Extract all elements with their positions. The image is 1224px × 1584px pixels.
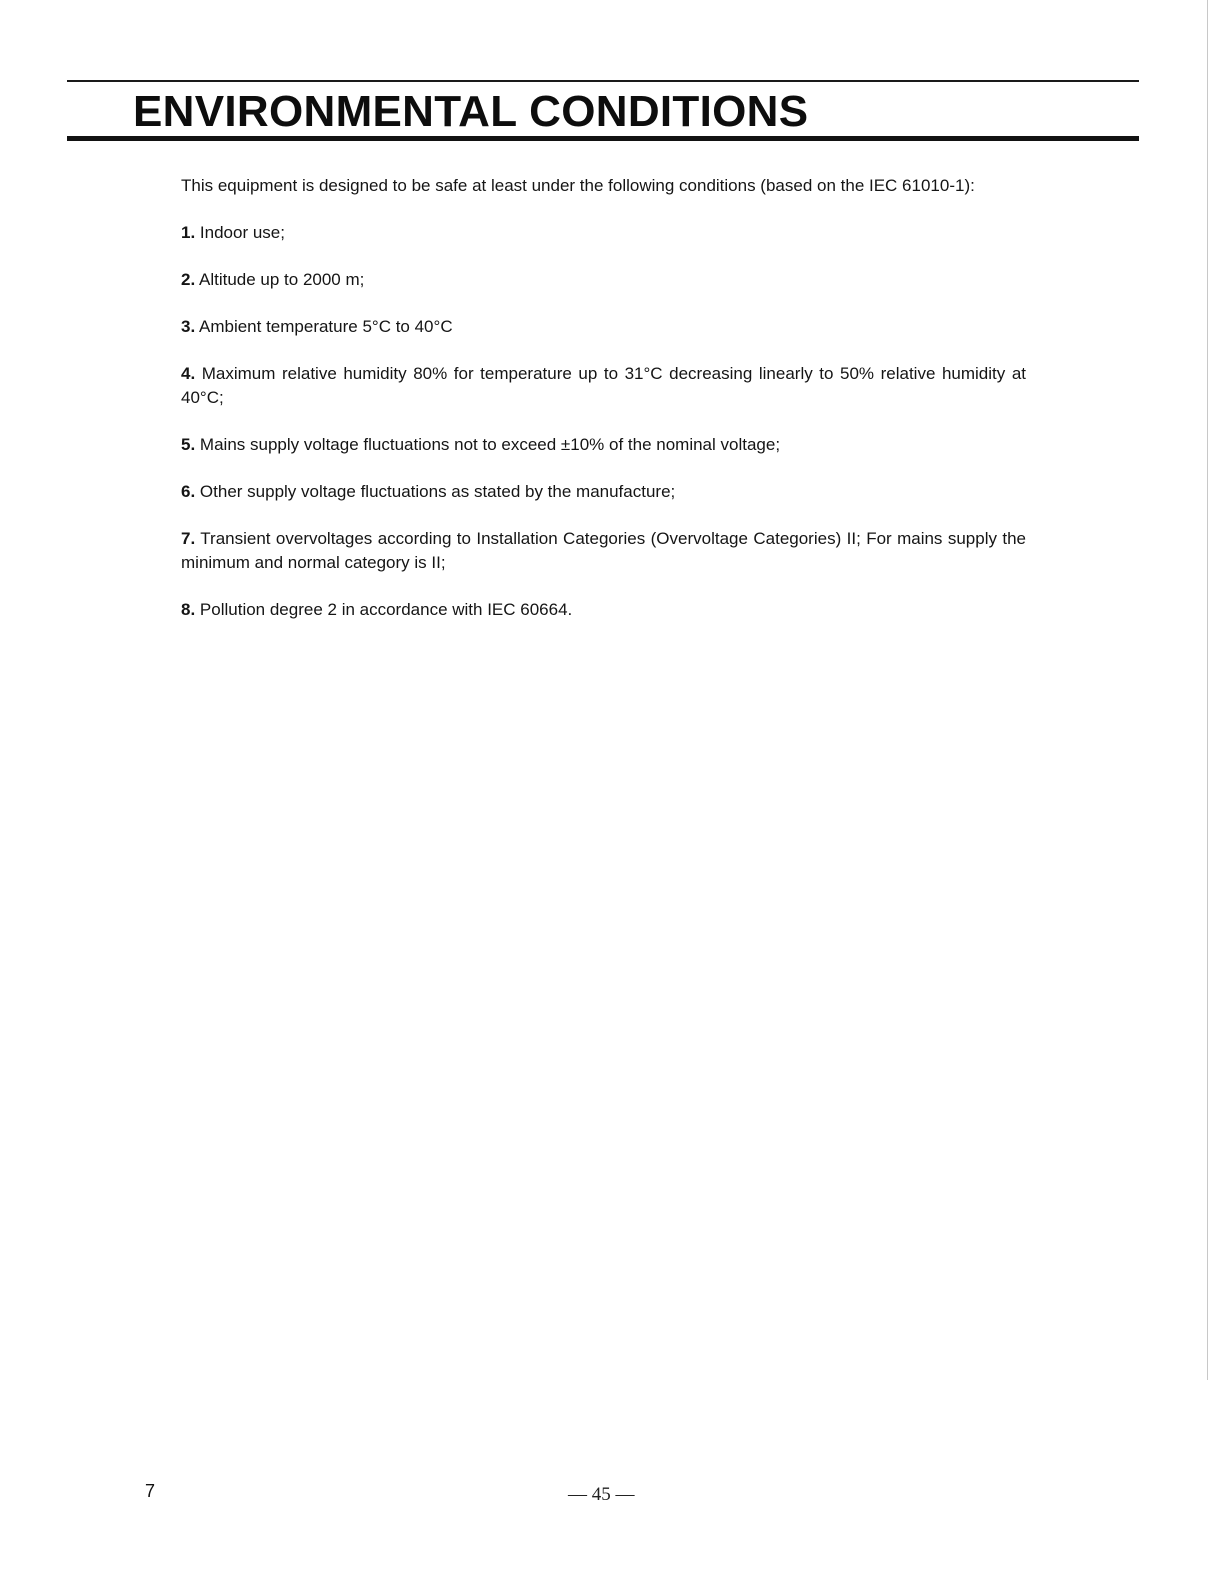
condition-item-6 — [181, 480, 1026, 504]
item-text: Indoor use; — [199, 223, 285, 242]
condition-item-8 — [181, 598, 1026, 622]
item-text: Ambient temperature 5°C to 40°C — [198, 317, 453, 336]
item-number: 8. — [181, 600, 196, 619]
condition-item-4 — [181, 362, 1026, 410]
page-number: — 45 — — [568, 1484, 635, 1505]
header-rule-top — [67, 80, 1139, 82]
intro-paragraph: This equipment is designed to be safe at least under the following conditions (based on the IEC 61010-1): — [181, 176, 975, 195]
item-number: 7. — [181, 529, 196, 548]
condition-item-3 — [181, 315, 1026, 339]
item-number: 1. — [181, 223, 196, 242]
item-text: Maximum relative humidity 80% for temperature up to 31°C decreasing linearly to 50% relative humidity at 40°C; — [181, 364, 1026, 407]
condition-item-2 — [181, 268, 1026, 292]
item-text: Pollution degree 2 in accordance with IEC 60664. — [199, 600, 573, 619]
condition-item-7 — [181, 527, 1026, 575]
condition-item-1 — [181, 221, 1026, 245]
item-number: 5. — [181, 435, 196, 454]
item-number: 4. — [181, 364, 196, 383]
item-number: 6. — [181, 482, 196, 501]
section-number: 7 — [145, 1481, 156, 1501]
condition-item-5 — [181, 433, 1026, 457]
item-number: 3. — [181, 317, 196, 336]
item-text: Transient overvoltages according to Installation Categories (Overvoltage Categories) II; For mains supply the minimum and normal category is II; — [181, 529, 1026, 572]
item-text: Mains supply voltage fluctuations not to exceed ±10% of the nominal voltage; — [199, 435, 781, 454]
scan-edge-line — [1207, 0, 1208, 1380]
page-content — [181, 174, 1026, 645]
item-number: 2. — [181, 270, 196, 289]
item-text: Other supply voltage fluctuations as stated by the manufacture; — [199, 482, 676, 501]
page-title: ENVIRONMENTAL CONDITIONS — [133, 87, 809, 136]
header-rule-bottom — [67, 136, 1139, 141]
item-text: Altitude up to 2000 m; — [198, 270, 365, 289]
